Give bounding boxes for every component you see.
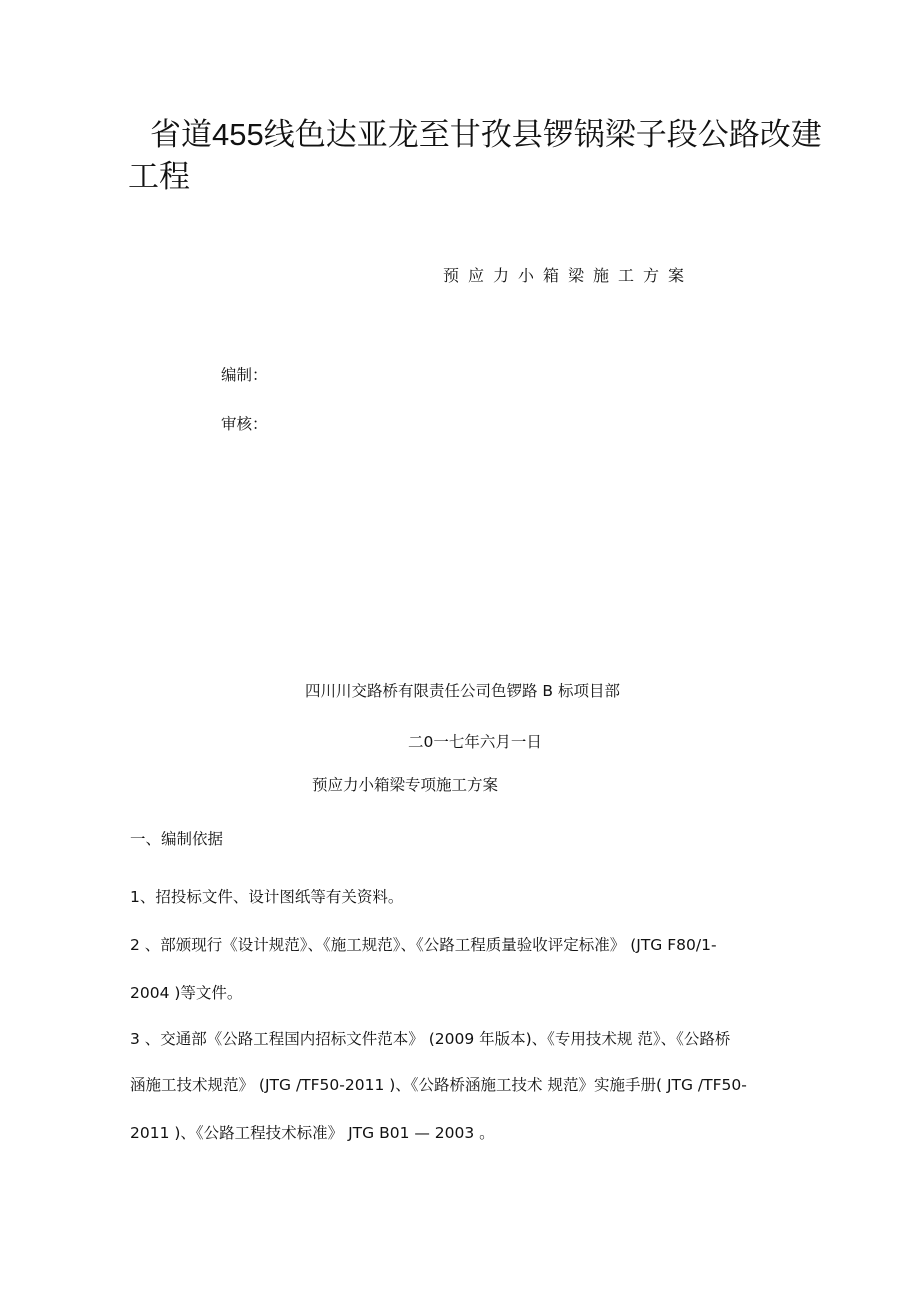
paragraph-line: 涵施工技术规范》 (JTG /TF50-2011 )、《公路桥涵施工技术 规范》实施手册( JTG /TF50- <box>130 1076 747 1094</box>
company-name: 四川川交路桥有限责任公司色锣路 B 标项目部 <box>305 682 620 700</box>
paragraph-line: 3 、交通部《公路工程国内招标文件范本》 (2009 年版本)、《专用技术规 范》、《公路桥 <box>130 1030 731 1048</box>
title-line-1: 省道455线色达亚龙至甘孜县锣锅梁子段公路改建 <box>150 117 822 152</box>
document-date: 二0一七年六月一日 <box>408 733 542 751</box>
paragraph-line: 2004 )等文件。 <box>130 984 243 1002</box>
document-title: 预应力小箱梁专项施工方案 <box>312 776 499 794</box>
paragraph-line: 2 、部颁现行《设计规范》、《施工规范》、《公路工程质量验收评定标准》 (JTG F80/1- <box>130 936 717 954</box>
paragraph-line: 2011 )、《公路工程技术标准》 JTG B01 — 2003 。 <box>130 1124 495 1142</box>
compiled-by-label: 编制： <box>221 366 268 384</box>
section-heading: 一、编制依据 <box>130 830 224 848</box>
subtitle: 预应力小箱梁施工方案 <box>443 266 694 285</box>
title-line-2: 工程 <box>128 159 190 194</box>
reviewed-by-label: 审核： <box>221 415 268 433</box>
paragraph-line: 1、招投标文件、设计图纸等有关资料。 <box>130 888 404 906</box>
